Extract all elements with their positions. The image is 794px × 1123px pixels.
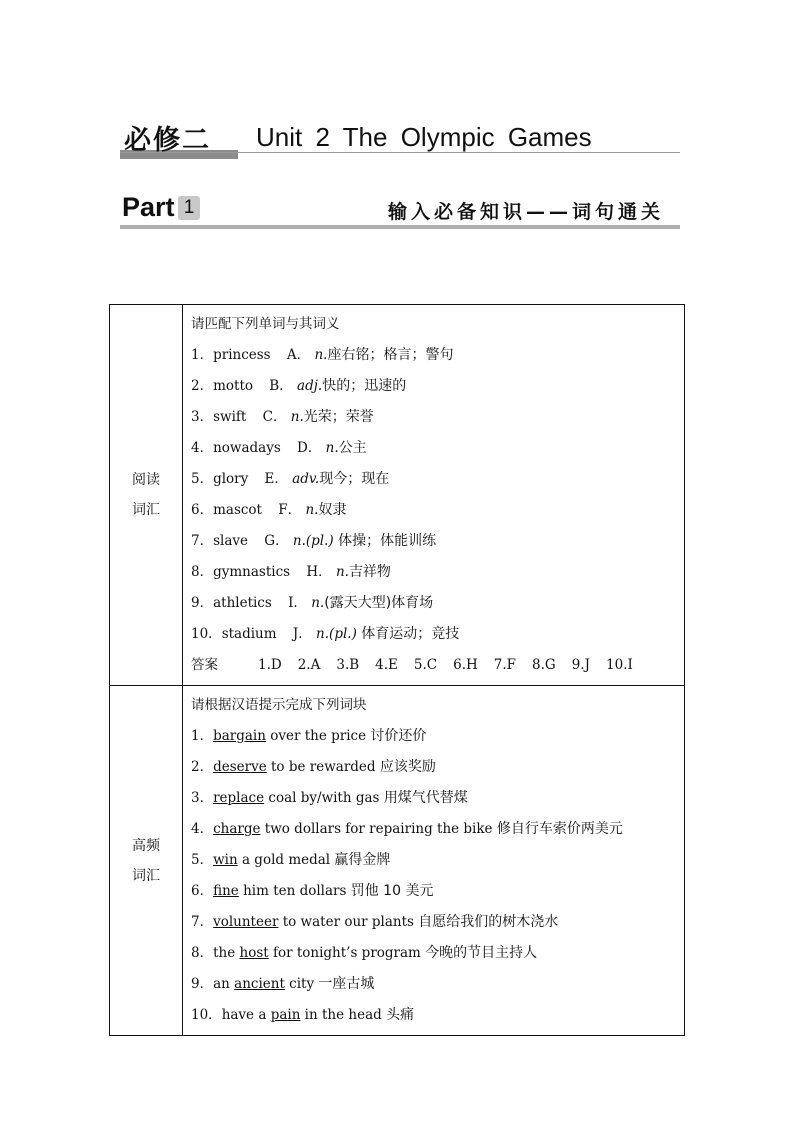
- filled-blank: fine: [213, 883, 239, 899]
- instruction-text: 请根据汉语提示完成下列词块: [191, 697, 367, 713]
- item-number: 8．: [191, 564, 214, 580]
- english-word: swift: [213, 409, 247, 425]
- english-word: stadium: [221, 626, 277, 642]
- phrase-rest: to be rewarded: [266, 759, 380, 775]
- option-letter: C．: [258, 409, 291, 425]
- item-number: 1．: [191, 728, 214, 744]
- filled-blank: volunteer: [213, 914, 279, 930]
- phrase-rest: city: [284, 976, 319, 992]
- matching-item: [191, 495, 684, 526]
- option-letter: E．: [260, 471, 293, 487]
- part-of-speech: n.: [290, 409, 304, 425]
- part-of-speech: adv.: [292, 471, 320, 487]
- item-number: 2．: [191, 759, 214, 775]
- item-number: 3．: [191, 790, 214, 806]
- english-word: mascot: [213, 502, 262, 518]
- chinese-hint: 今晚的节目主持人: [425, 945, 538, 961]
- item-number: 1．: [191, 347, 214, 363]
- part-of-speech: adj.: [297, 378, 323, 394]
- item-number: 6．: [191, 883, 214, 899]
- option-letter: A．: [282, 347, 315, 363]
- item-number: 2．: [191, 378, 214, 394]
- instruction-text: 请匹配下列单词与其词义: [191, 316, 340, 332]
- phrase-rest: coal by/with gas: [264, 790, 384, 806]
- option-letter: J．: [288, 626, 317, 642]
- filled-blank: charge: [213, 821, 261, 837]
- matching-item: [191, 588, 684, 619]
- chinese-meaning: 体育运动；竞技: [356, 626, 460, 642]
- english-word: nowadays: [213, 440, 281, 456]
- phrase-prefix: an: [213, 976, 235, 992]
- vocabulary-table: [109, 304, 685, 1036]
- item-number: 7．: [191, 533, 214, 549]
- phrase-item: [191, 938, 684, 969]
- part-of-speech: n.: [335, 564, 349, 580]
- phrase-prefix: have a: [221, 1007, 271, 1023]
- answer-item: 5.C: [413, 657, 438, 673]
- part-of-speech: n.: [325, 440, 339, 456]
- chinese-hint: 应该奖励: [379, 759, 436, 775]
- item-number: 4．: [191, 440, 214, 456]
- part-number-badge: 1: [178, 196, 200, 220]
- answer-item: 1.D: [258, 657, 282, 673]
- phrase-item: [191, 845, 684, 876]
- phrase-item: [191, 1000, 684, 1031]
- chinese-meaning: 体操；体能训练: [333, 533, 437, 549]
- part-of-speech: n.: [311, 595, 325, 611]
- answer-item: 2.A: [297, 657, 321, 673]
- answer-item: 10.I: [606, 657, 633, 673]
- chinese-hint: 用煤气代替煤: [383, 790, 468, 806]
- item-number: 5．: [191, 471, 214, 487]
- plural-mark: (pl.): [329, 626, 357, 642]
- reading-vocab-row: [110, 305, 685, 686]
- item-number: 3．: [191, 409, 214, 425]
- part-label: Part: [122, 192, 175, 222]
- english-word: princess: [213, 347, 271, 363]
- matching-item: [191, 464, 684, 495]
- answer-item: 9.J: [571, 657, 591, 673]
- category-label: 阅读: [132, 472, 160, 488]
- item-number: 10．: [191, 1007, 222, 1023]
- english-word: glory: [213, 471, 249, 487]
- option-letter: G．: [260, 533, 293, 549]
- filled-blank: deserve: [213, 759, 267, 775]
- matching-item: [191, 557, 684, 588]
- phrase-rest: to water our plants: [278, 914, 419, 930]
- part-of-speech: n.: [316, 626, 330, 642]
- answer-label: 答案: [191, 657, 218, 673]
- phrase-list: [191, 721, 684, 1031]
- plural-mark: (pl.): [305, 533, 334, 549]
- phrase-rest: over the price: [265, 728, 371, 744]
- chinese-hint: 罚他 10 美元: [350, 883, 434, 899]
- item-number: 4．: [191, 821, 214, 837]
- category-label: 高频: [132, 837, 160, 854]
- book-title: 必修二: [124, 125, 211, 156]
- phrase-rest: a gold medal: [237, 852, 335, 868]
- phrase-item: [191, 907, 684, 938]
- chinese-hint: 讨价还价: [370, 728, 427, 744]
- chinese-meaning: 光荣；荣誉: [303, 409, 374, 425]
- chinese-meaning: 现今；现在: [319, 471, 390, 487]
- matching-item: [191, 619, 684, 650]
- english-word: slave: [213, 533, 249, 549]
- chinese-meaning: 奴隶: [318, 502, 347, 518]
- phrase-exercise: [183, 686, 685, 1036]
- filled-blank: win: [213, 852, 238, 868]
- phrase-rest: him ten dollars: [238, 883, 351, 899]
- part-of-speech: n.: [314, 347, 328, 363]
- matching-item: [191, 371, 684, 402]
- chinese-hint: 一座古城: [318, 976, 375, 992]
- phrase-item: [191, 969, 684, 1000]
- item-number: 10．: [191, 626, 222, 642]
- matching-item: [191, 433, 684, 464]
- part-of-speech: n.: [305, 502, 319, 518]
- item-number: 5．: [191, 852, 214, 868]
- part-of-speech: n.: [292, 533, 306, 549]
- option-letter: F．: [274, 502, 306, 518]
- chinese-meaning: 座右铭；格言；警句: [327, 347, 454, 363]
- category-label: 词汇: [132, 867, 160, 884]
- option-letter: H．: [302, 564, 336, 580]
- chinese-hint: 赢得金牌: [334, 852, 391, 868]
- phrase-item: [191, 814, 684, 845]
- filled-blank: host: [239, 945, 269, 961]
- item-number: 6．: [191, 502, 214, 518]
- phrase-item: [191, 721, 684, 752]
- phrase-rest: two dollars for repairing the bike: [260, 821, 497, 837]
- english-word: motto: [213, 378, 254, 394]
- filled-blank: bargain: [213, 728, 266, 744]
- phrase-item: [191, 876, 684, 907]
- filled-blank: ancient: [234, 976, 285, 992]
- phrase-prefix: the: [213, 945, 240, 961]
- answer-item: 3.B: [336, 657, 360, 673]
- matching-exercise: [183, 305, 685, 686]
- answer-item: 8.G: [532, 657, 556, 673]
- answer-item: 4.E: [375, 657, 398, 673]
- item-number: 9．: [191, 976, 214, 992]
- category-label: 词汇: [132, 502, 160, 518]
- filled-blank: replace: [213, 790, 265, 806]
- category-cell-high-frequency: [110, 686, 183, 1036]
- part-divider: [120, 225, 680, 229]
- answer-values: [242, 657, 633, 673]
- matching-list: [191, 340, 684, 650]
- english-word: gymnastics: [213, 564, 291, 580]
- part-subtitle: 输入必备知识——词句通关: [387, 201, 664, 223]
- answer-item: 6.H: [453, 657, 478, 673]
- chinese-hint: 修自行车索价两美元: [496, 821, 623, 837]
- chapter-header: [120, 118, 680, 162]
- answer-line: [191, 650, 684, 681]
- part-heading: [120, 192, 680, 230]
- phrase-rest: for tonight’s program: [268, 945, 426, 961]
- chinese-hint: 自愿给我们的树木浇水: [418, 914, 559, 930]
- english-word: athletics: [213, 595, 272, 611]
- item-number: 8．: [191, 945, 214, 961]
- high-frequency-vocab-row: [110, 686, 685, 1036]
- phrase-rest: in the head: [300, 1007, 387, 1023]
- matching-item: [191, 340, 684, 371]
- matching-item: [191, 402, 684, 433]
- chinese-meaning: 公主: [338, 440, 367, 456]
- category-cell-reading: [110, 305, 183, 686]
- item-number: 9．: [191, 595, 214, 611]
- unit-title: Unit 2 The Olympic Games: [256, 122, 592, 152]
- option-letter: I．: [283, 595, 312, 611]
- item-number: 7．: [191, 914, 214, 930]
- chinese-meaning: 吉祥物: [348, 564, 391, 580]
- matching-item: [191, 526, 684, 557]
- filled-blank: pain: [270, 1007, 301, 1023]
- option-letter: B．: [265, 378, 298, 394]
- chinese-hint: 头痛: [386, 1007, 415, 1023]
- chinese-meaning: 快的；迅速的: [322, 378, 407, 394]
- phrase-item: [191, 783, 684, 814]
- chinese-meaning: (露天大型)体育场: [324, 595, 434, 611]
- option-letter: D．: [292, 440, 326, 456]
- answer-item: 7.F: [493, 657, 517, 673]
- phrase-item: [191, 752, 684, 783]
